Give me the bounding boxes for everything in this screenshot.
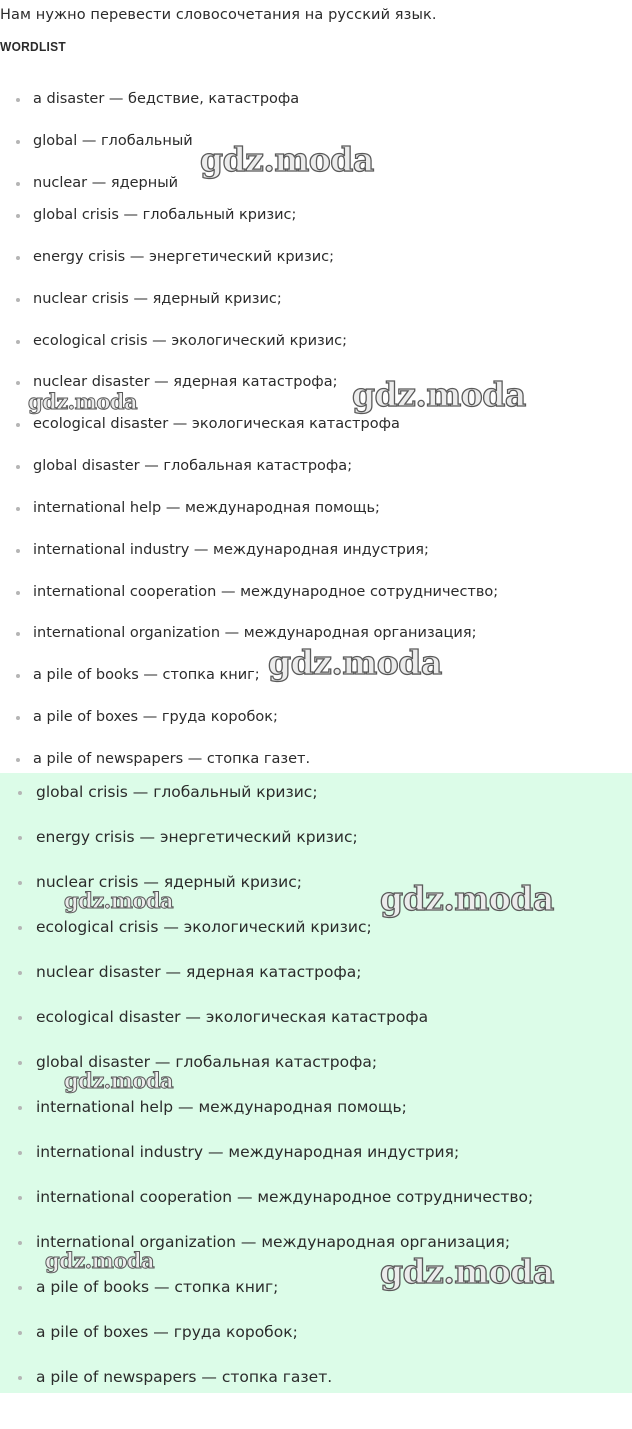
list-item-text: a disaster — бедствие, катастрофа bbox=[33, 91, 300, 107]
bullet-icon bbox=[16, 98, 20, 102]
bullet-icon bbox=[18, 971, 22, 975]
list-item-text: a pile of newspapers — стопка газет. bbox=[33, 751, 311, 767]
list-item-text: a pile of books — стопка книг; bbox=[33, 667, 260, 683]
intro-text: Нам нужно перевести словосочетания на русский язык. bbox=[0, 7, 437, 23]
bullet-icon bbox=[18, 1016, 22, 1020]
list-item-text: nuclear disaster — ядерная катастрофа; bbox=[36, 963, 362, 981]
watermark: gdz.moda bbox=[352, 375, 526, 414]
bullet-icon bbox=[18, 1151, 22, 1155]
bullet-icon bbox=[18, 1196, 22, 1200]
list-item-text: a pile of books — стопка книг; bbox=[36, 1278, 279, 1296]
bullet-icon bbox=[16, 340, 20, 344]
wordlist-heading: WORDLIST bbox=[0, 39, 66, 54]
bullet-icon bbox=[16, 758, 20, 762]
list-item-text: international cooperation — международное сотрудничество; bbox=[36, 1188, 534, 1206]
watermark: gdz.moda bbox=[28, 389, 138, 414]
bullet-icon bbox=[16, 140, 20, 144]
watermark: gdz.moda bbox=[64, 888, 174, 913]
watermark: gdz.moda bbox=[268, 643, 442, 682]
bullet-icon bbox=[16, 465, 20, 469]
bullet-icon bbox=[16, 507, 20, 511]
bullet-icon bbox=[18, 1061, 22, 1065]
list-item-text: nuclear crisis — ядерный кризис; bbox=[36, 873, 302, 891]
list-item-text: international help — международная помощь; bbox=[36, 1098, 407, 1116]
list-item-text: energy crisis — энергетический кризис; bbox=[36, 828, 358, 846]
bullet-icon bbox=[16, 298, 20, 302]
watermark: gdz.moda bbox=[200, 140, 374, 179]
list-item-text: international industry — международная индустрия; bbox=[33, 542, 429, 558]
list-item-text: global disaster — глобальная катастрофа; bbox=[36, 1053, 378, 1071]
bullet-icon bbox=[16, 256, 20, 260]
bullet-icon bbox=[16, 632, 20, 636]
list-item-text: international organization — международная организация; bbox=[36, 1233, 511, 1251]
watermark: gdz.moda bbox=[380, 1252, 554, 1291]
list-item-text: global crisis — глобальный кризис; bbox=[36, 783, 318, 801]
bullet-icon bbox=[16, 591, 20, 595]
watermark: gdz.moda bbox=[45, 1248, 155, 1273]
bullet-icon bbox=[16, 674, 20, 678]
list-item-text: ecological disaster — экологическая катастрофа bbox=[33, 416, 400, 432]
watermark: gdz.moda bbox=[380, 879, 554, 918]
list-item-text: a pile of boxes — груда коробок; bbox=[36, 1323, 298, 1341]
list-item-text: global crisis — глобальный кризис; bbox=[33, 207, 297, 223]
list-item-text: energy crisis — энергетический кризис; bbox=[33, 249, 334, 265]
bullet-icon bbox=[18, 1241, 22, 1245]
list-item-text: ecological crisis — экологический кризис; bbox=[33, 333, 348, 349]
list-item-text: international cooperation — международное сотрудничество; bbox=[33, 584, 499, 600]
list-item-text: international industry — международная индустрия; bbox=[36, 1143, 460, 1161]
bullet-icon bbox=[16, 423, 20, 427]
bullet-icon bbox=[16, 381, 20, 385]
list-item-text: global — глобальный bbox=[33, 133, 193, 149]
bullet-icon bbox=[16, 549, 20, 553]
bullet-icon bbox=[16, 182, 20, 186]
list-item-text: nuclear disaster — ядерная катастрофа; bbox=[33, 374, 338, 390]
list-item-text: international help — международная помощь; bbox=[33, 500, 380, 516]
list-item-text: nuclear crisis — ядерный кризис; bbox=[33, 291, 282, 307]
list-item-text: nuclear — ядерный bbox=[33, 175, 179, 191]
bullet-icon bbox=[18, 1376, 22, 1380]
bullet-icon bbox=[18, 926, 22, 930]
list-item-text: a pile of newspapers — стопка газет. bbox=[36, 1368, 333, 1386]
bullet-icon bbox=[18, 1106, 22, 1110]
bullet-icon bbox=[18, 1286, 22, 1290]
bullet-icon bbox=[18, 881, 22, 885]
bullet-icon bbox=[16, 716, 20, 720]
list-item-text: international organization — международная организация; bbox=[33, 625, 477, 641]
bullet-icon bbox=[18, 836, 22, 840]
list-item-text: ecological crisis — экологический кризис; bbox=[36, 918, 372, 936]
bullet-icon bbox=[18, 1331, 22, 1335]
bullet-icon bbox=[18, 791, 22, 795]
list-item-text: global disaster — глобальная катастрофа; bbox=[33, 458, 353, 474]
list-item-text: a pile of boxes — груда коробок; bbox=[33, 709, 278, 725]
watermark: gdz.moda bbox=[64, 1068, 174, 1093]
bullet-icon bbox=[16, 214, 20, 218]
list-item-text: ecological disaster — экологическая катастрофа bbox=[36, 1008, 429, 1026]
